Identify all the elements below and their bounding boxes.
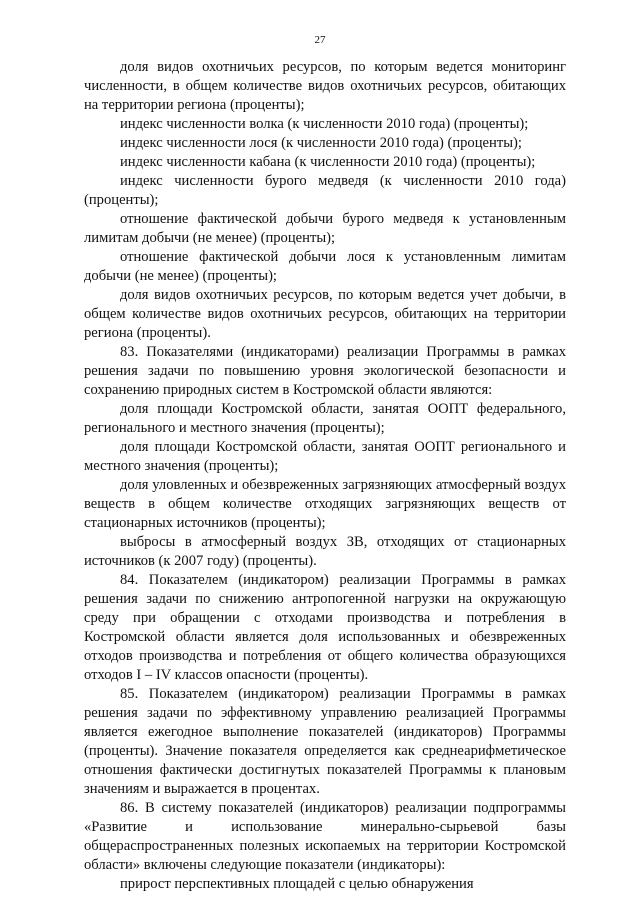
paragraph-84: 84. Показателем (индикатором) реализации Программы в рамках решения задачи по снижению антропогенной нагрузки на окружающую среду при обращении с отходами производства и потребления в Костромской области является доля использованных и обезвреженных отходов производства и потребления от общего количества образующихся отходов I – IV классов опасности (проценты). [84, 572, 566, 683]
paragraph: индекс численности кабана (к численности 2010 года) (проценты); [120, 154, 536, 170]
paragraph-85: 85. Показателем (индикатором) реализации Программы в рамках решения задачи по эффективному управлению реализацией Программы является ежегодное выполнение показателей (индикаторов) Программы (проценты). Значение показателя определяется как среднеарифметическое отношения фактически достигнутых показателей Программы к плановым значениям и выражается в процентах. [84, 686, 566, 797]
paragraph: доля уловленных и обезвреженных загрязняющих атмосферный воздух веществ в общем количестве отходящих загрязняющих веществ от стационарных источников (проценты); [84, 477, 566, 531]
paragraph: отношение фактической добычи бурого медведя к установленным лимитам добычи (не менее) (проценты); [84, 211, 566, 246]
paragraph: отношение фактической добычи лося к установленным лимитам добычи (не менее) (проценты); [84, 249, 566, 284]
paragraph: доля видов охотничьих ресурсов, по которым ведется мониторинг численности, в общем количестве видов охотничьих ресурсов, обитающих на территории региона (проценты); [84, 59, 566, 113]
paragraph-86: 86. В систему показателей (индикаторов) реализации подпрограммы «Развитие и использование минерально-сырьевой базы общераспространенных полезных ископаемых на территории Костромской области» включены следующие показатели (индикаторы): [84, 800, 566, 873]
paragraph-83: 83. Показателями (индикаторами) реализации Программы в рамках решения задачи по повышению уровня экологической безопасности и сохранению природных систем в Костромской области являются: [84, 344, 566, 398]
paragraph: выбросы в атмосферный воздух ЗВ, отходящих от стационарных источников (к 2007 году) (проценты). [84, 534, 566, 569]
paragraph: доля площади Костромской области, занятая ООПТ федерального, регионального и местного значения (проценты); [84, 401, 566, 436]
paragraph: индекс численности лося (к численности 2010 года) (проценты); [120, 135, 522, 151]
paragraph: доля видов охотничьих ресурсов, по которым ведется учет добычи, в общем количестве видов охотничьих ресурсов, обитающих на территории региона (проценты). [84, 287, 566, 341]
document-body [84, 58, 566, 894]
paragraph: индекс численности бурого медведя (к численности 2010 года) (проценты); [84, 173, 566, 208]
paragraph: доля площади Костромской области, занятая ООПТ регионального и местного значения (проценты); [84, 439, 566, 474]
paragraph: индекс численности волка (к численности 2010 года) (проценты); [120, 116, 529, 132]
paragraph: прирост перспективных площадей с целью обнаружения [120, 876, 474, 892]
page-number: 27 [314, 34, 326, 46]
